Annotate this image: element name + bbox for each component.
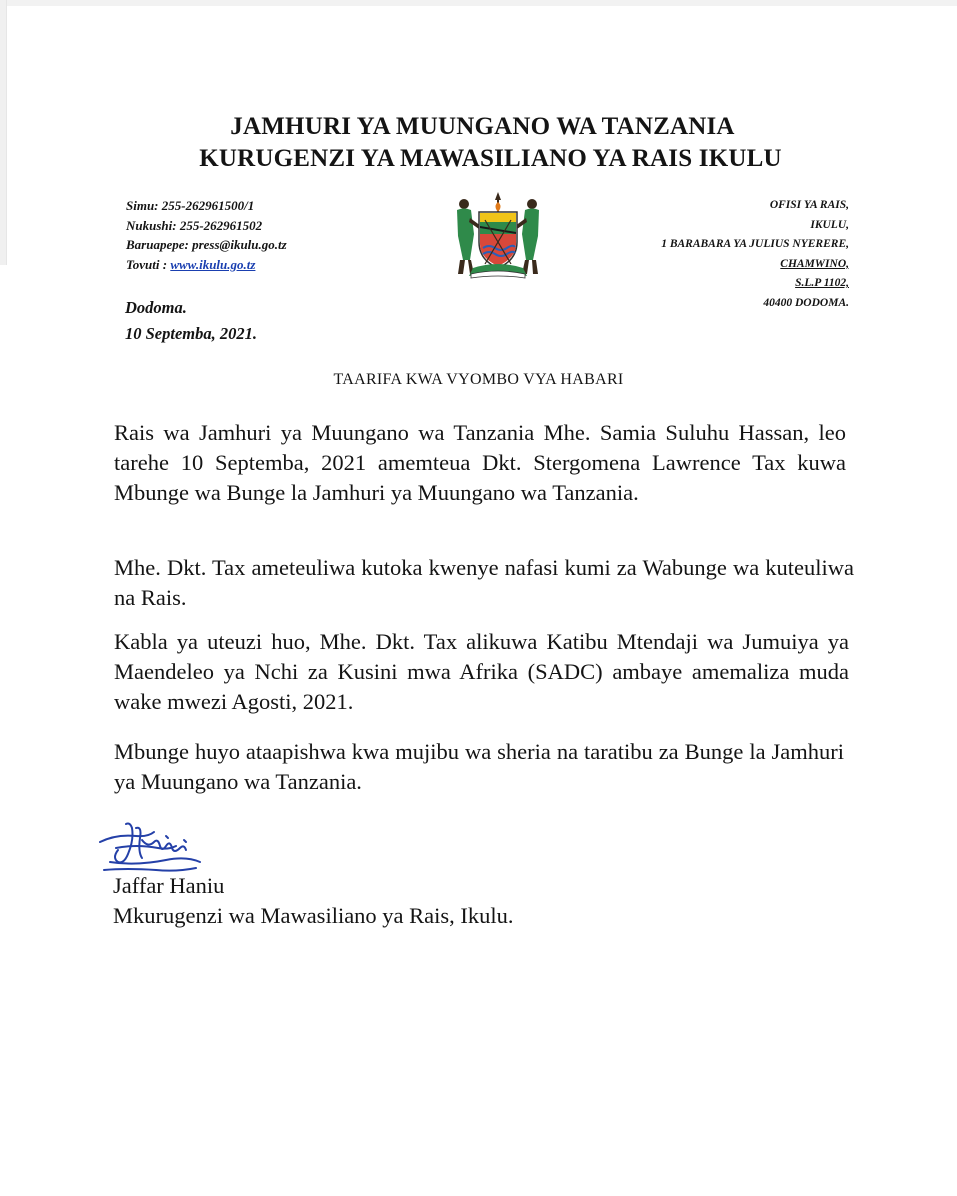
website-line xyxy=(126,255,287,275)
coat-of-arms-icon xyxy=(443,190,553,280)
phone-line: Simu: 255-262961500/1 xyxy=(126,198,255,213)
website-label: Tovuti : xyxy=(126,256,168,272)
place-date-block xyxy=(125,295,257,347)
website-link[interactable]: www.ikulu.go.tz xyxy=(170,256,256,272)
paragraph-3: Kabla ya uteuzi huo, Mhe. Dkt. Tax alikuwa Katibu Mtendaji wa Jumuiya ya Maendeleo ya Nchi za Kusini mwa Afrika (SADC) ambaye amemaliza muda wake mwezi Agosti, 2021. xyxy=(114,629,849,714)
address-line-3: 1 BARABARA YA JULIUS NYERERE, xyxy=(661,238,849,250)
signer-name: Jaffar Haniu xyxy=(113,873,225,898)
signer-position: Mkurugenzi wa Mawasiliano ya Rais, Ikulu. xyxy=(113,903,514,928)
header-line-1: JAMHURI YA MUUNGANO WA TANZANIA xyxy=(230,113,735,140)
address-block xyxy=(661,196,849,313)
address-line-5: S.L.P 1102, xyxy=(795,277,849,289)
place: Dodoma. xyxy=(125,298,187,317)
address-line-4: CHAMWINO, xyxy=(780,257,849,270)
paragraph-1: Rais wa Jamhuri ya Muungano wa Tanzania Mhe. Samia Suluhu Hassan, leo tarehe 10 Septemba, 2021 amemteua Dkt. Stergomena Lawrence Tax kuwa Mbunge wa Bunge la Jamhuri ya Muungano wa Tanzania. xyxy=(114,420,846,505)
header-line-2: KURUGENZI YA MAWASILIANO YA RAIS IKULU xyxy=(199,145,782,172)
fax-line: Nukushi: 255-262961502 xyxy=(126,217,263,233)
signer-block xyxy=(113,871,514,931)
date: 10 Septemba, 2021. xyxy=(125,324,257,343)
email-line: Baruapepe: press@ikulu.go.tz xyxy=(126,237,287,252)
paragraph-4: Mbunge huyo ataapishwa kwa mujibu wa sheria na taratibu za Bunge la Jamhuri ya Muungano wa Tanzania. xyxy=(114,739,844,794)
paragraph-2: Mhe. Dkt. Tax ameteuliwa kutoka kwenye nafasi kumi za Wabunge wa kuteuliwa na Rais. xyxy=(114,555,854,610)
document-title: TAARIFA KWA VYOMBO VYA HABARI xyxy=(333,371,624,388)
top-strip xyxy=(0,0,957,6)
contact-block xyxy=(126,196,287,274)
address-line-1: OFISI YA RAIS, xyxy=(769,199,849,211)
address-line-2: IKULU, xyxy=(810,218,849,231)
address-line-6: 40400 DODOMA. xyxy=(763,296,849,309)
